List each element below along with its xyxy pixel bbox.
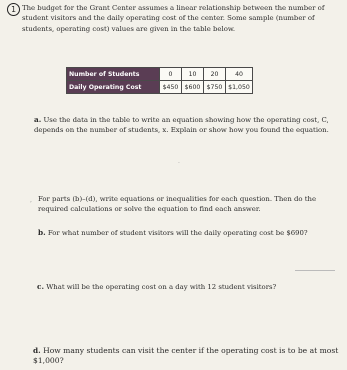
- part-b-text: For what number of student visitors will the daily operating cost be $690?: [47, 229, 308, 237]
- part-c-label: c.: [37, 282, 44, 291]
- part-a: [34, 115, 334, 136]
- answer-line: [295, 270, 335, 271]
- intro-text: The budget for the Grant Center assumes a linear relationship between the number of student visitors and the daily operating cost of the center. Some sample (number of students, operating cost) values are given in the table below.: [22, 4, 325, 33]
- part-d-text: How many students can visit the center if the operating cost is to be at most $1,000?: [33, 346, 339, 366]
- part-a-label: a.: [34, 115, 42, 124]
- table-row: [67, 81, 253, 94]
- part-c: [37, 282, 343, 292]
- part-a-text: Use the data in the table to write an equation showing how the operating cost, C, depends on the number of students, x. Explain or show how you found the equation.: [34, 116, 329, 135]
- table-row: [67, 68, 253, 81]
- table-cell: 40: [226, 68, 253, 81]
- part-c-text: What will be the operating cost on a day with 12 student visitors?: [46, 283, 277, 291]
- table-cell: 10: [182, 68, 204, 81]
- table-row-header: Number of Students: [67, 68, 160, 81]
- table-cell: 20: [204, 68, 226, 81]
- data-table: [66, 67, 253, 94]
- question-number: 1: [7, 3, 20, 16]
- part-b: [38, 228, 338, 238]
- table-cell: $1,050: [226, 81, 253, 94]
- table-cell: $450: [160, 81, 182, 94]
- part-b-label: b.: [38, 228, 46, 237]
- table-row-header: Daily Operating Cost: [67, 81, 160, 94]
- pencil-mark: ,: [30, 197, 32, 204]
- pencil-mark: ·: [178, 160, 180, 167]
- part-d-label: d.: [33, 346, 41, 355]
- table-cell: $750: [204, 81, 226, 94]
- parts-instructions: For parts (b)–(d), write equations or inequalities for each question. Then do the required calculations or solve the equation to find each answer.: [38, 195, 317, 214]
- part-d: [33, 346, 347, 367]
- table-cell: 0: [160, 68, 182, 81]
- table-cell: $600: [182, 81, 204, 94]
